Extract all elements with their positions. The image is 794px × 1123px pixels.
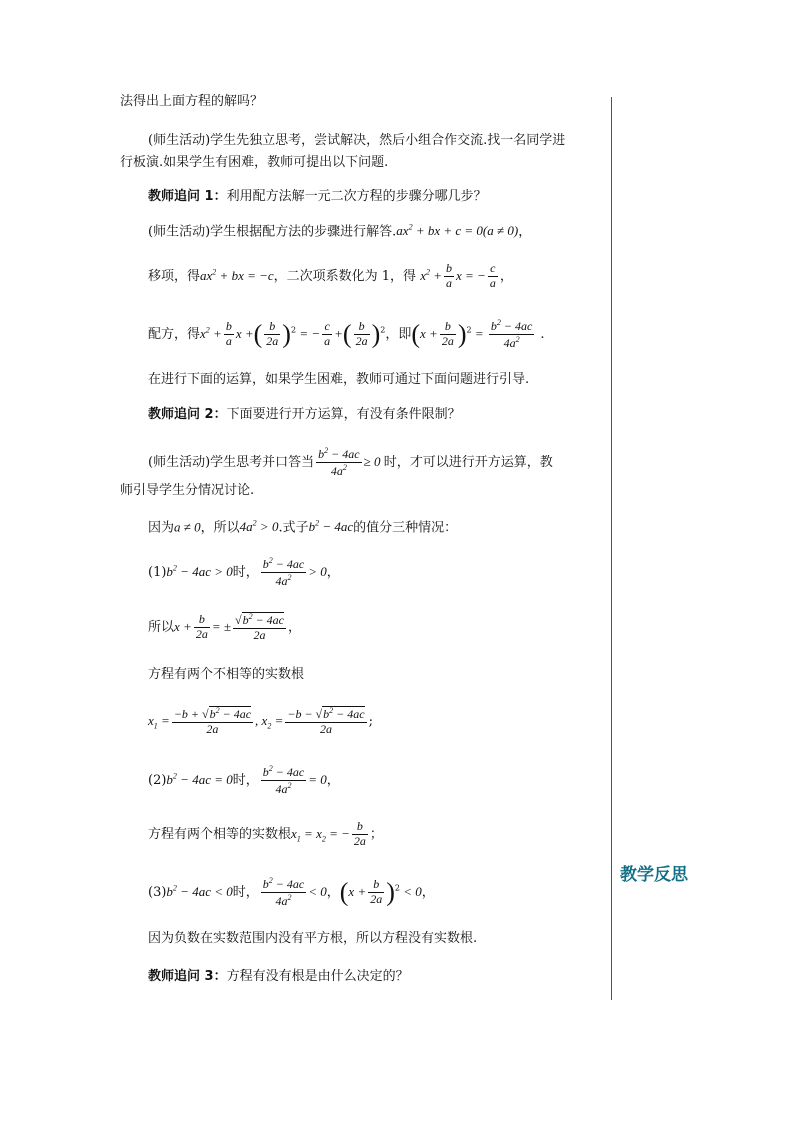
fraction: $\frac{b^2 - 4ac}{4a^2}$ <box>262 556 305 588</box>
case-1: $(1)b^2 - 4ac > 0$时， $\frac{b^2 - 4ac}{4a^2}$ > 0， <box>148 556 340 588</box>
text-line: 师引导学生分情况讨论. <box>120 483 255 498</box>
sidebar-title: 教学反思 <box>620 865 688 885</box>
case-number: (2) <box>148 772 167 788</box>
fraction: $\frac{b^2 - 4ac}{4a^2}$ <box>490 318 533 350</box>
question-1 <box>148 190 487 203</box>
question-3 <box>148 970 409 983</box>
fraction: $\frac{c}{a}$ <box>489 261 496 290</box>
question-label: 教师追问 1： <box>148 189 227 204</box>
question-text: 利用配方法解一元二次方程的步骤分哪几步？ <box>226 189 487 204</box>
fraction: $\frac{b}{2a}$ <box>353 819 366 848</box>
text-segment: 因为 <box>148 520 175 536</box>
text-line: 因为a ≠ 0，所以$4a^2 > 0$.式子$b^2 - 4ac$的值分三种情况： <box>148 519 458 536</box>
text-line: 因为负数在实数范围内没有平方根，所以方程没有实数根. <box>148 931 478 946</box>
text-segment: 时， <box>232 564 259 580</box>
formula: $ax^2$ + bx + c = 0(a ≠ 0) <box>396 223 519 239</box>
fraction: $\frac{b}{a}$ <box>225 319 232 348</box>
question-2 <box>148 408 461 421</box>
roots-formula: $x_1$ = $\frac{-b + √b^2 - 4ac}{2a}$ , $x_2$ = $\frac{-b - √b^2 - 4ac}{2a}$ ; <box>148 706 373 736</box>
text-segment: 配方，得 <box>148 326 201 342</box>
text-segment: ，所以 <box>200 520 240 536</box>
fraction: $\frac{b^2 - 4ac}{4a^2}$ <box>262 764 305 796</box>
column-divider <box>611 97 612 1000</box>
fraction: $\frac{-b + √b^2 - 4ac}{2a}$ <box>173 706 252 736</box>
text-segment: 时， <box>232 772 259 788</box>
fraction: $\frac{b}{2a}$ <box>355 319 368 348</box>
case-3: $(3)b^2 - 4ac < 0$时， $\frac{b^2 - 4ac}{4a^2}$ < 0，(x + $\frac{b}{2a}$ )$^2$ < 0， <box>148 876 435 908</box>
question-label: 教师追问 2： <box>148 407 227 422</box>
text-segment: (师生活动)学生思考并口答当 <box>148 454 315 470</box>
text-segment: 方程有两个相等的实数根 <box>148 826 292 842</box>
text-segment: 移项，得 <box>148 268 201 284</box>
text-line: 配方，得$x^2$ + $\frac{b}{a}$ x +( $\frac{b}{2a}$ )$^2$ = − $\frac{c}{a}$ +( $\frac{b}{2a}$ )$^2$，即(x + $\frac{b}{2a}$ )$^2$ = $\frac{b^2 - 4ac}{4a^2}$ . <box>148 318 545 350</box>
text-line: 所以x + $\frac{b}{2a}$ = ± $\frac{√b^2 - 4ac}{2a}$ ， <box>148 612 302 642</box>
fraction: $\frac{b}{2a}$ <box>195 612 208 641</box>
text-line: 方程有两个相等的实数根$x_1 = x_2$ = − $\frac{b}{2a}$ ； <box>148 819 383 848</box>
question-text: 方程有没有根是由什么决定的？ <box>226 969 409 984</box>
text-line: 移项，得$ax^2$ + bx = −c，二次项系数化为 1，得 $x^2$ + $\frac{b}{a}$ x = − $\frac{c}{a}$ ， <box>148 261 513 290</box>
text-segment: (师生活动)学生根据配方法的步骤进行解答. <box>148 224 397 240</box>
text-segment: 时， <box>232 884 259 900</box>
question-label: 教师追问 3： <box>148 969 227 984</box>
text-line: (师生活动)学生先独立思考，尝试解决，然后小组合作交流.找一名同学进 <box>148 133 566 148</box>
text-line: 方程有两个不相等的实数根 <box>148 667 305 682</box>
text-segment: ，二次项系数化为 1，得 <box>273 268 417 284</box>
fraction: $\frac{c}{a}$ <box>324 319 331 348</box>
text-segment: 的值分三种情况： <box>353 520 458 536</box>
fraction: $\frac{√b^2 - 4ac}{2a}$ <box>234 612 285 642</box>
fraction: $\frac{b}{2a}$ <box>266 319 279 348</box>
formula: $ax^2$ + bx = −c <box>200 267 274 283</box>
text-line: (师生活动)学生根据配方法的步骤进行解答$.ax^2$ + bx + c = 0(a ≠ 0)， <box>148 223 532 240</box>
case-number: (3) <box>148 884 167 900</box>
fraction: $\frac{b}{2a}$ <box>370 877 383 906</box>
formula: $x^2$ + <box>420 267 443 283</box>
text-segment: 所以 <box>148 619 175 635</box>
case-number: (1) <box>148 564 167 580</box>
fraction: $\frac{b^2 - 4ac}{4a^2}$ <box>318 446 360 478</box>
text-segment: .式子 <box>278 520 309 536</box>
text-line: 行板演.如果学生有困难，教师可提出以下问题. <box>120 155 389 170</box>
fraction: $\frac{-b - √b^2 - 4ac}{2a}$ <box>287 706 365 736</box>
fraction: $\frac{b}{a}$ <box>446 261 453 290</box>
text-segment: 时，才可以进行开方运算，教 <box>383 454 553 470</box>
text-line: 在进行下面的运算，如果学生困难，教师可通过下面问题进行引导. <box>148 372 530 387</box>
fraction: $\frac{b}{2a}$ <box>441 319 454 348</box>
fraction: $\frac{b^2 - 4ac}{4a^2}$ <box>262 876 305 908</box>
question-text: 下面要进行开方运算，有没有条件限制？ <box>226 407 461 422</box>
text-segment: ，即 <box>385 326 412 342</box>
case-2: $(2)b^2 - 4ac = 0$时， $\frac{b^2 - 4ac}{4a^2}$ = 0， <box>148 764 340 796</box>
text-line: 法得出上面方程的解吗？ <box>120 94 264 109</box>
text-line: (师生活动)学生思考并口答当 $\frac{b^2 - 4ac}{4a^2}$ ≥ 0 时，才可以进行开方运算，教 <box>148 446 553 478</box>
